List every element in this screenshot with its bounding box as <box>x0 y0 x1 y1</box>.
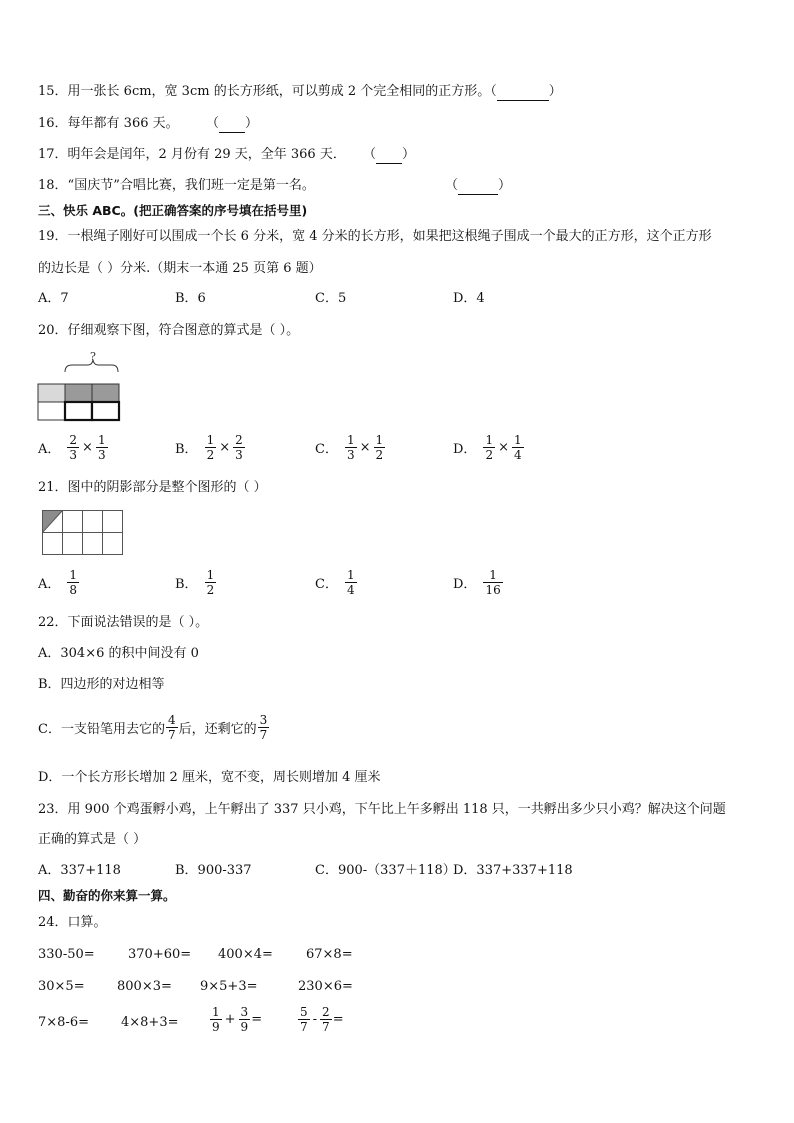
answer-blank[interactable] <box>497 87 549 101</box>
q22-c-text-1: C．一支铅笔用去它的 <box>38 722 165 737</box>
question-23-line1: 23．用 900 个鸡蛋孵小鸡，上午孵出了 337 只小鸡，下午比上午多孵出 118 只，一共孵出多少只小鸡？解决这个问题 <box>38 802 726 817</box>
q20-option-c[interactable]: C． $\frac{1}{3}$ × $\frac{1}{2}$ <box>315 433 384 462</box>
section-3-heading: 三、快乐 ABC。(把正确答案的序号填在括号里) <box>38 203 308 218</box>
q23-option-c[interactable]: C．900-（337＋118） <box>315 863 456 878</box>
question-16 <box>38 115 259 133</box>
q21-option-b[interactable]: B． $\frac{1}{2}$ <box>175 568 215 597</box>
q21-option-c[interactable]: C． $\frac{1}{4}$ <box>315 568 355 597</box>
q19-option-b[interactable]: B．6 <box>175 291 206 306</box>
calc-item: 67×8= <box>306 947 353 962</box>
q21-option-d[interactable]: D． $\frac{1}{16}$ <box>453 568 501 597</box>
calc-item: 370+60= <box>128 947 192 962</box>
answer-bracket: （ ） <box>206 116 259 131</box>
calc-item: 4×8+3= <box>121 1015 179 1030</box>
q20-grid-figure <box>37 348 121 422</box>
question-19-line1: 19．一根绳子刚好可以围成一个长 6 分米，宽 4 分米的长方形，如果把这根绳子围成一个最大的正方形，这个正方形 <box>38 229 712 244</box>
q19-option-d[interactable]: D．4 <box>453 291 485 306</box>
answer-bracket: （ ） <box>445 178 512 193</box>
question-19-line2: 的边长是（ ）分米.（期末一本通 25 页第 6 题） <box>38 261 322 276</box>
calc-item: 400×4= <box>218 947 273 962</box>
figure-question-mark: ? <box>90 350 96 363</box>
q21-grid-figure <box>42 510 126 556</box>
section-4-heading: 四、勤奋的你来算一算。 <box>38 888 176 903</box>
calc-item: 30×5= <box>38 979 85 994</box>
bracket-close: ） <box>548 84 562 99</box>
q23-option-d[interactable]: D．337+337+118 <box>453 863 573 878</box>
answer-blank[interactable] <box>376 150 402 164</box>
q22-option-d[interactable]: D．一个长方形长增加 2 厘米，宽不变，周长则增加 4 厘米 <box>38 770 381 785</box>
question-17 <box>38 146 416 164</box>
calc-item: 7×8-6= <box>38 1015 89 1030</box>
question-22: 22．下面说法错误的是（ ）。 <box>38 615 209 630</box>
q19-option-a[interactable]: A．7 <box>38 291 69 306</box>
question-20: 20．仔细观察下图，符合图意的算式是（ ）。 <box>38 323 300 338</box>
question-16-text: 16．每年都有 366 天。 <box>38 116 179 131</box>
answer-blank[interactable] <box>219 119 245 133</box>
calc-item: 800×3= <box>117 979 172 994</box>
question-15-text: 15．用一张长 6cm，宽 3cm 的长方形纸，可以剪成 2 个完全相同的正方形。（ <box>38 84 497 99</box>
q22-c-text-2: 后，还剩它的 <box>178 722 257 737</box>
calc-fraction-difference: $\frac{5}{7}$ - $\frac{2}{7}$ = <box>300 1005 344 1034</box>
question-18-text: 18．“国庆节”合唱比赛，我们班一定是第一名。 <box>38 178 315 193</box>
question-17-text: 17．明年会是闰年，2 月份有 29 天，全年 366 天． <box>38 147 346 162</box>
question-21: 21．图中的阴影部分是整个图形的（ ） <box>38 480 267 495</box>
q19-option-c[interactable]: C．5 <box>315 291 347 306</box>
calc-fraction-sum: $\frac{1}{9}$ + $\frac{3}{9}$ = <box>212 1005 263 1034</box>
answer-blank[interactable] <box>458 181 498 195</box>
question-23-line2: 正确的算式是（ ） <box>38 832 147 847</box>
q20-option-d[interactable]: D． $\frac{1}{2}$ × $\frac{1}{4}$ <box>453 433 522 462</box>
answer-bracket: （ ） <box>363 147 416 162</box>
q20-option-b[interactable]: B． $\frac{1}{2}$ × $\frac{2}{3}$ <box>175 433 243 462</box>
calc-item: 330-50= <box>38 947 95 962</box>
question-18 <box>38 177 512 195</box>
q23-option-b[interactable]: B．900-337 <box>175 863 252 878</box>
q21-option-a[interactable]: A． $\frac{1}{8}$ <box>38 568 78 597</box>
q23-option-a[interactable]: A．337+118 <box>38 863 121 878</box>
q22-option-b[interactable]: B．四边形的对边相等 <box>38 677 165 692</box>
calc-item: 9×5+3= <box>200 979 258 994</box>
q22-option-c[interactable]: C．一支铅笔用去它的 $\frac{4}{7}$ 后，还剩它的 $\frac{3}{7}$ <box>38 713 268 742</box>
q22-option-a[interactable]: A．304×6 的积中间没有 0 <box>38 646 199 661</box>
calc-item: 230×6= <box>298 979 353 994</box>
question-24: 24．口算。 <box>38 915 107 930</box>
question-15 <box>38 83 562 101</box>
q20-option-a[interactable]: A． $\frac{2}{3}$ × $\frac{1}{3}$ <box>38 433 106 462</box>
